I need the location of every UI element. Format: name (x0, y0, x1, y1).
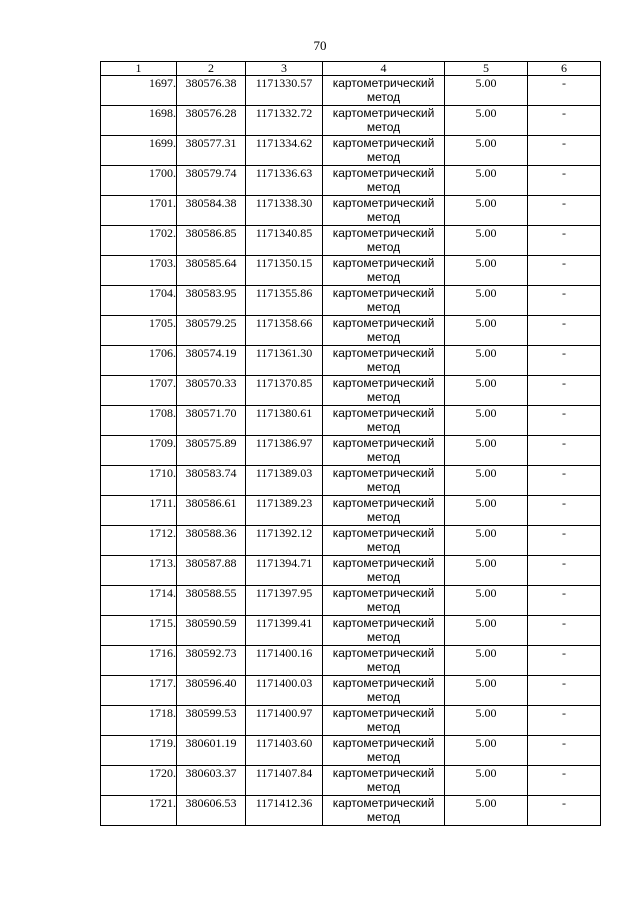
accuracy-cell: 5.00 (445, 286, 528, 316)
method-cell: картометрический метод (323, 526, 445, 556)
page-number: 70 (313, 38, 327, 53)
table-row (101, 136, 601, 166)
y-coordinate-cell: 1171336.63 (246, 166, 323, 196)
column-header-5: 5 (445, 62, 528, 76)
method-cell: картометрический метод (323, 76, 445, 106)
table-row (101, 196, 601, 226)
note-cell: - (528, 256, 601, 286)
note-cell: - (528, 646, 601, 676)
note-cell: - (528, 796, 601, 826)
point-number-cell: 1697. (101, 76, 177, 106)
point-number-cell: 1711. (101, 496, 177, 526)
y-coordinate-cell: 1171334.62 (246, 136, 323, 166)
method-cell: картометрический метод (323, 226, 445, 256)
point-number-cell: 1700. (101, 166, 177, 196)
x-coordinate-cell: 380576.38 (177, 76, 246, 106)
point-number-cell: 1702. (101, 226, 177, 256)
table-row (101, 256, 601, 286)
note-cell: - (528, 196, 601, 226)
table-row (101, 736, 601, 766)
point-number-cell: 1701. (101, 196, 177, 226)
method-cell: картометрический метод (323, 736, 445, 766)
method-cell: картометрический метод (323, 436, 445, 466)
table-header-row (101, 62, 601, 76)
point-number-cell: 1717. (101, 676, 177, 706)
method-cell: картометрический метод (323, 586, 445, 616)
coordinates-table (100, 61, 601, 826)
y-coordinate-cell: 1171380.61 (246, 406, 323, 436)
point-number-cell: 1718. (101, 706, 177, 736)
y-coordinate-cell: 1171399.41 (246, 616, 323, 646)
table-row (101, 616, 601, 646)
table-row (101, 706, 601, 736)
point-number-cell: 1704. (101, 286, 177, 316)
method-cell: картометрический метод (323, 496, 445, 526)
y-coordinate-cell: 1171394.71 (246, 556, 323, 586)
accuracy-cell: 5.00 (445, 376, 528, 406)
table-row (101, 436, 601, 466)
y-coordinate-cell: 1171389.03 (246, 466, 323, 496)
accuracy-cell: 5.00 (445, 406, 528, 436)
table-row (101, 556, 601, 586)
column-header-4: 4 (323, 62, 445, 76)
table-row (101, 646, 601, 676)
method-cell: картометрический метод (323, 796, 445, 826)
point-number-cell: 1712. (101, 526, 177, 556)
x-coordinate-cell: 380575.89 (177, 436, 246, 466)
column-header-2: 2 (177, 62, 246, 76)
accuracy-cell: 5.00 (445, 586, 528, 616)
note-cell: - (528, 316, 601, 346)
x-coordinate-cell: 380601.19 (177, 736, 246, 766)
note-cell: - (528, 676, 601, 706)
table-row (101, 796, 601, 826)
note-cell: - (528, 346, 601, 376)
point-number-cell: 1721. (101, 796, 177, 826)
accuracy-cell: 5.00 (445, 646, 528, 676)
method-cell: картометрический метод (323, 676, 445, 706)
method-cell: картометрический метод (323, 766, 445, 796)
note-cell: - (528, 436, 601, 466)
table-body (101, 76, 601, 826)
x-coordinate-cell: 380579.74 (177, 166, 246, 196)
table-row (101, 376, 601, 406)
point-number-cell: 1720. (101, 766, 177, 796)
y-coordinate-cell: 1171350.15 (246, 256, 323, 286)
accuracy-cell: 5.00 (445, 106, 528, 136)
method-cell: картометрический метод (323, 286, 445, 316)
note-cell: - (528, 616, 601, 646)
accuracy-cell: 5.00 (445, 526, 528, 556)
accuracy-cell: 5.00 (445, 736, 528, 766)
x-coordinate-cell: 380585.64 (177, 256, 246, 286)
x-coordinate-cell: 380586.61 (177, 496, 246, 526)
y-coordinate-cell: 1171361.30 (246, 346, 323, 376)
x-coordinate-cell: 380583.95 (177, 286, 246, 316)
method-cell: картометрический метод (323, 106, 445, 136)
x-coordinate-cell: 380592.73 (177, 646, 246, 676)
note-cell: - (528, 766, 601, 796)
method-cell: картометрический метод (323, 556, 445, 586)
note-cell: - (528, 586, 601, 616)
y-coordinate-cell: 1171397.95 (246, 586, 323, 616)
note-cell: - (528, 496, 601, 526)
table-row (101, 166, 601, 196)
note-cell: - (528, 166, 601, 196)
table-row (101, 676, 601, 706)
point-number-cell: 1708. (101, 406, 177, 436)
method-cell: картометрический метод (323, 376, 445, 406)
y-coordinate-cell: 1171340.85 (246, 226, 323, 256)
accuracy-cell: 5.00 (445, 496, 528, 526)
table-row (101, 526, 601, 556)
note-cell: - (528, 706, 601, 736)
table-row (101, 226, 601, 256)
method-cell: картометрический метод (323, 256, 445, 286)
table-row (101, 106, 601, 136)
x-coordinate-cell: 380587.88 (177, 556, 246, 586)
table-row (101, 766, 601, 796)
column-header-3: 3 (246, 62, 323, 76)
column-header-1: 1 (101, 62, 177, 76)
accuracy-cell: 5.00 (445, 706, 528, 736)
point-number-cell: 1707. (101, 376, 177, 406)
accuracy-cell: 5.00 (445, 616, 528, 646)
table-row (101, 286, 601, 316)
accuracy-cell: 5.00 (445, 196, 528, 226)
accuracy-cell: 5.00 (445, 136, 528, 166)
note-cell: - (528, 556, 601, 586)
x-coordinate-cell: 380588.36 (177, 526, 246, 556)
accuracy-cell: 5.00 (445, 766, 528, 796)
x-coordinate-cell: 380588.55 (177, 586, 246, 616)
note-cell: - (528, 136, 601, 166)
note-cell: - (528, 466, 601, 496)
x-coordinate-cell: 380590.59 (177, 616, 246, 646)
note-cell: - (528, 526, 601, 556)
x-coordinate-cell: 380584.38 (177, 196, 246, 226)
point-number-cell: 1699. (101, 136, 177, 166)
accuracy-cell: 5.00 (445, 556, 528, 586)
accuracy-cell: 5.00 (445, 226, 528, 256)
table-row (101, 586, 601, 616)
point-number-cell: 1703. (101, 256, 177, 286)
note-cell: - (528, 406, 601, 436)
y-coordinate-cell: 1171355.86 (246, 286, 323, 316)
point-number-cell: 1706. (101, 346, 177, 376)
y-coordinate-cell: 1171338.30 (246, 196, 323, 226)
y-coordinate-cell: 1171407.84 (246, 766, 323, 796)
accuracy-cell: 5.00 (445, 256, 528, 286)
note-cell: - (528, 76, 601, 106)
x-coordinate-cell: 380599.53 (177, 706, 246, 736)
column-header-6: 6 (528, 62, 601, 76)
point-number-cell: 1705. (101, 316, 177, 346)
accuracy-cell: 5.00 (445, 316, 528, 346)
method-cell: картометрический метод (323, 646, 445, 676)
point-number-cell: 1713. (101, 556, 177, 586)
point-number-cell: 1719. (101, 736, 177, 766)
y-coordinate-cell: 1171403.60 (246, 736, 323, 766)
x-coordinate-cell: 380603.37 (177, 766, 246, 796)
table-row (101, 496, 601, 526)
x-coordinate-cell: 380606.53 (177, 796, 246, 826)
note-cell: - (528, 286, 601, 316)
method-cell: картометрический метод (323, 136, 445, 166)
x-coordinate-cell: 380574.19 (177, 346, 246, 376)
x-coordinate-cell: 380596.40 (177, 676, 246, 706)
y-coordinate-cell: 1171400.97 (246, 706, 323, 736)
y-coordinate-cell: 1171392.12 (246, 526, 323, 556)
method-cell: картометрический метод (323, 406, 445, 436)
note-cell: - (528, 106, 601, 136)
method-cell: картометрический метод (323, 616, 445, 646)
y-coordinate-cell: 1171400.03 (246, 676, 323, 706)
method-cell: картометрический метод (323, 706, 445, 736)
method-cell: картометрический метод (323, 166, 445, 196)
x-coordinate-cell: 380571.70 (177, 406, 246, 436)
accuracy-cell: 5.00 (445, 676, 528, 706)
point-number-cell: 1715. (101, 616, 177, 646)
table-row (101, 466, 601, 496)
method-cell: картометрический метод (323, 346, 445, 376)
note-cell: - (528, 226, 601, 256)
accuracy-cell: 5.00 (445, 166, 528, 196)
method-cell: картометрический метод (323, 196, 445, 226)
point-number-cell: 1714. (101, 586, 177, 616)
y-coordinate-cell: 1171389.23 (246, 496, 323, 526)
table-row (101, 316, 601, 346)
accuracy-cell: 5.00 (445, 466, 528, 496)
y-coordinate-cell: 1171386.97 (246, 436, 323, 466)
accuracy-cell: 5.00 (445, 796, 528, 826)
x-coordinate-cell: 380577.31 (177, 136, 246, 166)
accuracy-cell: 5.00 (445, 346, 528, 376)
point-number-cell: 1716. (101, 646, 177, 676)
y-coordinate-cell: 1171332.72 (246, 106, 323, 136)
x-coordinate-cell: 380570.33 (177, 376, 246, 406)
table-row (101, 406, 601, 436)
x-coordinate-cell: 380583.74 (177, 466, 246, 496)
y-coordinate-cell: 1171330.57 (246, 76, 323, 106)
accuracy-cell: 5.00 (445, 436, 528, 466)
method-cell: картометрический метод (323, 466, 445, 496)
point-number-cell: 1698. (101, 106, 177, 136)
point-number-cell: 1709. (101, 436, 177, 466)
accuracy-cell: 5.00 (445, 76, 528, 106)
x-coordinate-cell: 380586.85 (177, 226, 246, 256)
note-cell: - (528, 376, 601, 406)
point-number-cell: 1710. (101, 466, 177, 496)
x-coordinate-cell: 380579.25 (177, 316, 246, 346)
y-coordinate-cell: 1171358.66 (246, 316, 323, 346)
table-row (101, 346, 601, 376)
x-coordinate-cell: 380576.28 (177, 106, 246, 136)
y-coordinate-cell: 1171412.36 (246, 796, 323, 826)
method-cell: картометрический метод (323, 316, 445, 346)
table-row (101, 76, 601, 106)
y-coordinate-cell: 1171370.85 (246, 376, 323, 406)
note-cell: - (528, 736, 601, 766)
y-coordinate-cell: 1171400.16 (246, 646, 323, 676)
